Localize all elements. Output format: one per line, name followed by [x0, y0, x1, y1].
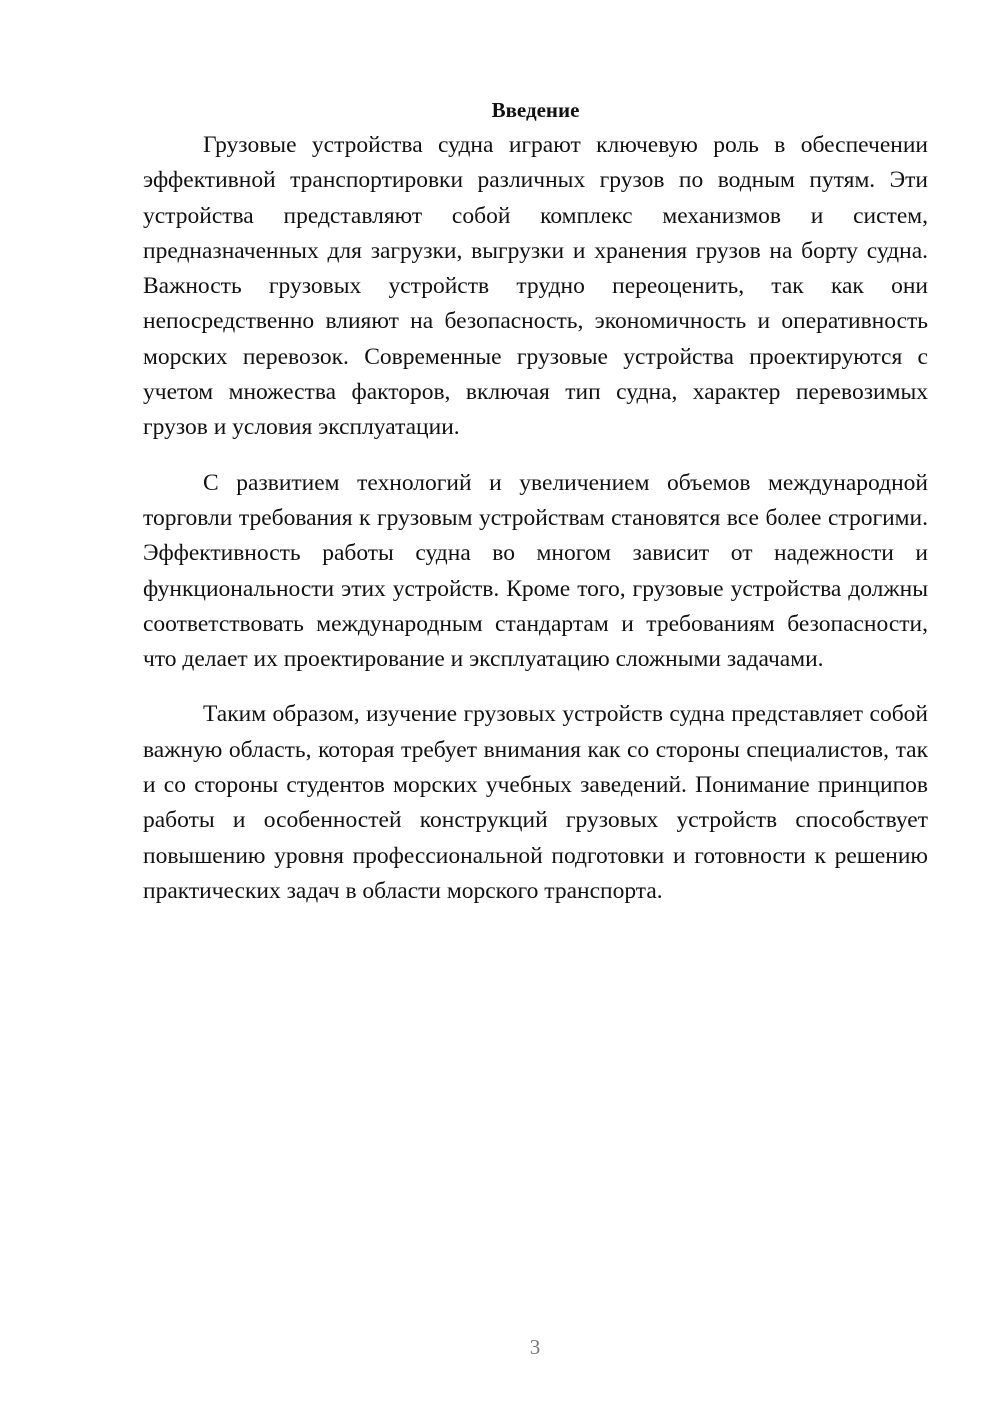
section-title: Введение [491, 98, 580, 122]
paragraph-2: С развитием технологий и увеличением объемов международной торговли требования к грузовым устройствам становятся все более строгими. Эффективность работы судна во многом зависит от надежности и функциональности этих устройств. Кроме того, грузовые устройства должны соответствовать международным стандартам и требованиям безопасности, что делает их проектирование и эксплуатацию сложными задачами. [143, 469, 928, 673]
page-content [143, 92, 928, 909]
paragraph-3: Таким образом, изучение грузовых устройств судна представляет собой важную область, которая требует внимания как со стороны специалистов, так и со стороны студентов морских учебных заведений. Понимание принципов работы и особенностей конструкций грузовых устройств способствует повышению уровня профессиональной подготовки и готовности к решению практических задач в области морского транспорта. [143, 701, 928, 904]
page-number: 3 [529, 1335, 541, 1359]
paragraph-1: Грузовые устройства судна играют ключевую роль в обеспечении эффективной транспортировки различных грузов по водным путям. Эти устройства представляют собой комплекс механизмов и систем, предназначенных для загрузки, выгрузки и хранения грузов на борту судна. Важность грузовых устройств трудно переоценить, так как они непосредственно влияют на безопасность, экономичность и оперативность морских перевозок. Современные грузовые устройства проектируются с учетом множества факторов, включая тип судна, характер перевозимых грузов и условия эксплуатации. [143, 132, 928, 441]
